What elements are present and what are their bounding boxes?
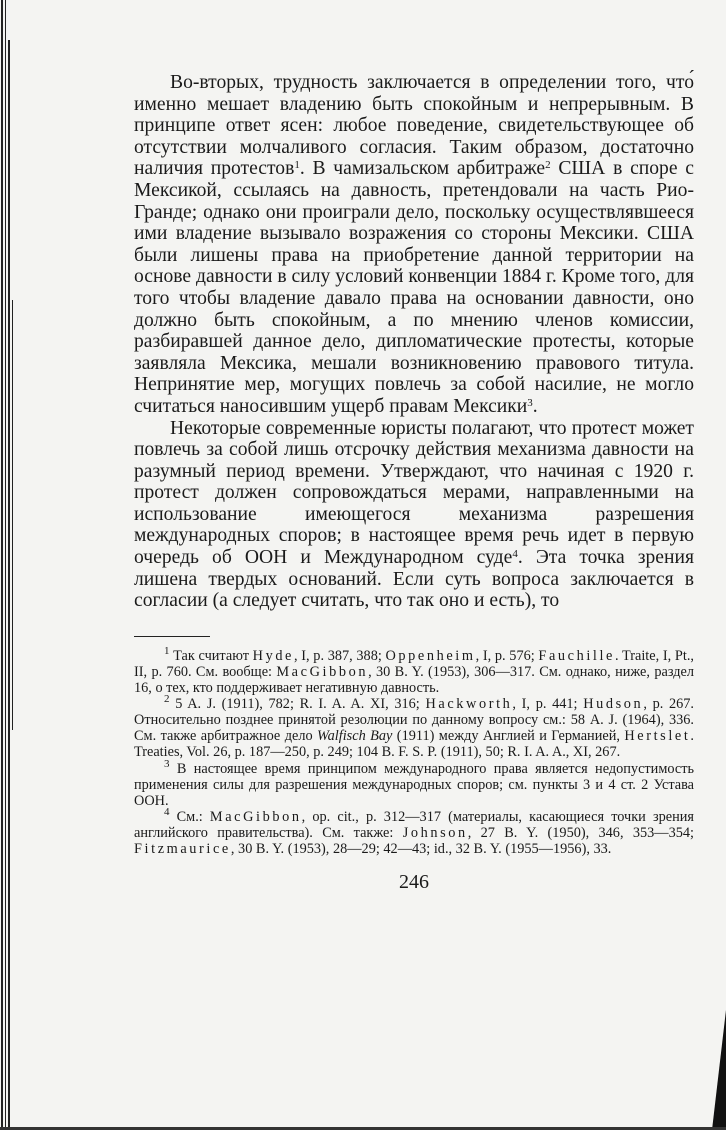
page-corner-shadow xyxy=(712,1010,726,1130)
text-run: (1911) между Англией и Германией, xyxy=(392,728,625,745)
footnote xyxy=(134,757,694,809)
binding-edge xyxy=(0,0,16,1130)
footnote-separator xyxy=(134,636,210,637)
text-run: . В чамизальском арбитраже xyxy=(299,158,546,180)
text-run: 5 A. J. (1911), 782; R. I. A. A. XI, 316; xyxy=(169,696,426,713)
text-run: , op. cit., p. 312—317 (материалы, касающиеся точки зрения английского правительства). См. также: xyxy=(134,808,694,841)
author-name: Hackworth xyxy=(425,696,513,713)
author-name: MacGibbon xyxy=(276,663,369,680)
author-name: MacGibbon xyxy=(209,808,302,825)
text-run: , I, p. 441; xyxy=(512,696,584,713)
footnote-marker: 2 xyxy=(164,693,170,706)
footnote-marker: 3 xyxy=(164,757,170,770)
text-run: Так считают xyxy=(169,647,253,664)
text-run: США в споре с Мексикой, ссылаясь на давность, претендовали на часть Рио-Гранде; однако они проиграли дело, поскольку осуществлявшееся ими владение вызывало возражения со стороны Мексики. США были лишены права на приобретение данной территории на основе давности в силу условий конвенции 1884 г. Кроме того, для того чтобы владение давало права на основании давности, оно должно быть спокойным, а по мнению членов комиссии, разбиравшей данное дело, дипломатические протесты, которые заявляла Мексика, мешали возникновению правового титула. Непринятие мер, могущих повлечь за собой насилие, не могло считаться наносившим ущерб правам Мексики xyxy=(134,158,694,417)
text-run: , 30 B. Y. (1953), 28—29; 42—43; id., 32 B. Y. (1955—1956), 33. xyxy=(230,840,612,857)
text-run: , 30 B. Y. (1953), 306—317. См. однако, ниже, раздел 16, о тех, кто поддерживает негативную давность. xyxy=(134,663,694,697)
footnote xyxy=(134,805,694,857)
footnote-marker: 3 xyxy=(527,396,533,409)
case-name: Walfisch Bay xyxy=(317,728,393,745)
footnote-marker: 1 xyxy=(294,159,300,172)
text-run: , I, p. 576; xyxy=(475,647,539,664)
footnote-marker: 2 xyxy=(545,159,551,172)
text-run: , 27 B. Y. (1950), 346, 353—354; xyxy=(467,824,694,841)
text-run: См.: xyxy=(169,808,210,825)
author-name: Fitzmaurice xyxy=(134,840,231,857)
footnote-marker: 4 xyxy=(164,805,170,818)
text-run: Некоторые современные юристы полагают, что протест может повлечь за собой лишь отсрочку действия механизма давности на разумный период времени. Утверждают, что начиная с 1920 г. протест должен сопровождаться мерами, направленными на использование имеющегося механизма разрешения международных споров; в настоящее время речь идет в первую очередь об ООН и Международном суде xyxy=(134,417,694,569)
text-run: В настоящее время принципом международного права является недопустимость применения силы для разрешения международных споров; см. пункты 3 и 4 ст. 2 Устава ООН. xyxy=(134,760,694,809)
footnotes xyxy=(134,644,695,857)
text-run: . xyxy=(532,395,538,417)
text-run: , I, p. 387, 388; xyxy=(294,647,386,664)
text-run: . Traite, I, Pt., II, p. 760. См. вообще: xyxy=(134,647,694,680)
footnote xyxy=(134,644,694,697)
text-run: , p. 267. Относительно позднее принятой резолюции по данному вопросу см.: 58 A. J. (1964), 336. См. также арбитражное дело xyxy=(134,696,695,745)
text-run: . Эта точка зрения лишена твердых оснований. Если суть вопроса заключается в согласии (а следует считать, что так оно и есть), то xyxy=(134,547,694,612)
footnote xyxy=(134,693,695,761)
footnote-marker: 4 xyxy=(512,548,518,561)
book-page xyxy=(134,72,694,894)
footnote-marker: 1 xyxy=(164,644,170,657)
paragraph xyxy=(134,72,694,418)
author-name: Hertslet xyxy=(624,728,691,745)
main-text xyxy=(134,72,694,612)
author-name: Johnson xyxy=(402,824,468,841)
author-name: Hyde xyxy=(252,647,295,664)
author-name: Fauchille xyxy=(538,647,615,664)
author-name: Oppenheim xyxy=(385,647,476,664)
page-number: 246 xyxy=(399,871,429,894)
text-run: Во-вторых, трудность заключается в определении того, что́ именно мешает владению быть спокойным и непрерывным. В принципе ответ ясен: любое поведение, свидетельствующее об отсутствии молчаливого согласия. Таким образом, достаточно наличия протестов xyxy=(134,72,694,180)
author-name: Hudson xyxy=(583,696,644,713)
text-run: . Treaties, Vol. 26, p. 187—250, p. 249; 104 B. F. S. P. (1911), 50; R. I. A. A., XI, 267. xyxy=(134,728,694,761)
paragraph xyxy=(134,418,694,612)
